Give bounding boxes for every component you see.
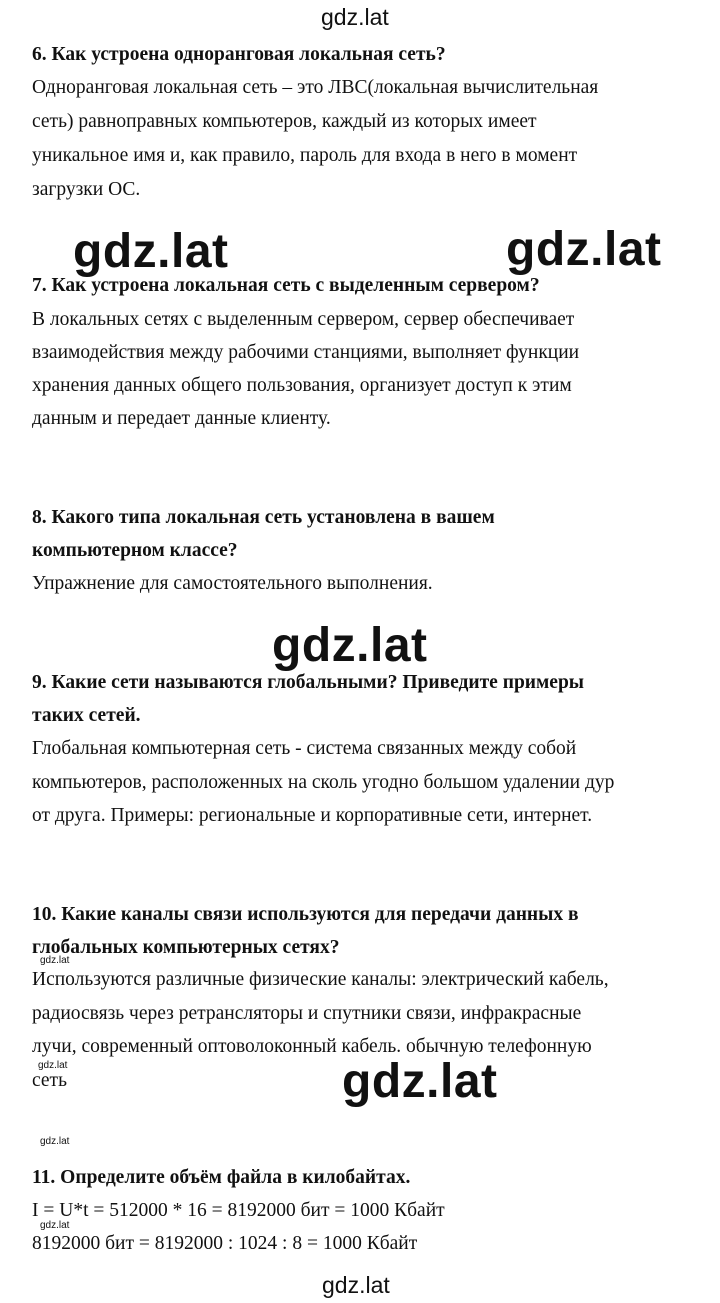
question-10-answer-line: сеть	[32, 1070, 67, 1091]
question-7-answer-line: хранения данных общего пользования, организует доступ к этим	[32, 375, 572, 396]
question-10-answer-line: радиосвязь через ретрансляторы и спутники связи, инфракрасные	[32, 1003, 582, 1024]
question-7-answer-line: В локальных сетях с выделенным сервером, сервер обеспечивает	[32, 309, 575, 330]
question-8-title: 8. Какого типа локальная сеть установлена в вашем	[32, 507, 495, 528]
watermark-big-lower: gdz.lat	[342, 1055, 498, 1108]
watermark-tiny: gdz.lat	[40, 1136, 70, 1147]
question-7-answer-line: взаимодействия между рабочими станциями, выполняет функции	[32, 342, 580, 363]
question-9-title: 9. Какие сети называются глобальными? Приведите примеры	[32, 672, 585, 693]
watermark-big-right: gdz.lat	[506, 223, 662, 276]
question-6-answer-line: сеть) равноправных компьютеров, каждый из которых имеет	[32, 111, 537, 132]
question-8-title: компьютерном классе?	[32, 540, 238, 561]
question-6-answer-line: загрузки ОС.	[32, 179, 141, 200]
question-8-answer-line: Упражнение для самостоятельного выполнения.	[32, 573, 433, 594]
watermark-top: gdz.lat	[321, 4, 389, 30]
watermark-tiny: gdz.lat	[38, 1060, 68, 1071]
watermark-big-center: gdz.lat	[272, 619, 428, 672]
question-7-title: 7. Как устроена локальная сеть с выделенным сервером?	[32, 275, 540, 296]
question-11-answer-line: 8192000 бит = 8192000 : 1024 : 8 = 1000 Кбайт	[32, 1233, 418, 1254]
question-10-title: глобальных компьютерных сетях?	[32, 937, 340, 958]
question-7-answer-line: данным и передает данные клиенту.	[32, 408, 331, 429]
question-10-answer-line: лучи, современный оптоволоконный кабель. обычную телефонную	[32, 1036, 592, 1057]
watermark-tiny: gdz.lat	[40, 955, 70, 966]
question-6-answer-line: Одноранговая локальная сеть – это ЛВС(локальная вычислительная	[32, 77, 599, 98]
watermark-tiny: gdz.lat	[40, 1220, 70, 1231]
question-11-answer-line: I = U*t = 512000 * 16 = 8192000 бит = 1000 Кбайт	[32, 1200, 445, 1221]
watermark-big-left: gdz.lat	[73, 225, 229, 278]
question-9-answer-line: компьютеров, расположенных на сколь угодно большом удалении дур	[32, 772, 615, 793]
question-9-title: таких сетей.	[32, 705, 141, 726]
question-9-answer-line: от друга. Примеры: региональные и корпоративные сети, интернет.	[32, 805, 593, 826]
question-9-answer-line: Глобальная компьютерная сеть - система связанных между собой	[32, 738, 577, 759]
question-10-answer-line: Используются различные физические каналы: электрический кабель,	[32, 969, 609, 990]
question-6-title: 6. Как устроена одноранговая локальная сеть?	[32, 44, 446, 65]
question-6-answer-line: уникальное имя и, как правило, пароль для входа в него в момент	[32, 145, 578, 166]
watermark-bottom: gdz.lat	[322, 1272, 390, 1298]
question-10-title: 10. Какие каналы связи используются для передачи данных в	[32, 904, 579, 925]
question-11-title: 11. Определите объём файла в килобайтах.	[32, 1167, 411, 1188]
